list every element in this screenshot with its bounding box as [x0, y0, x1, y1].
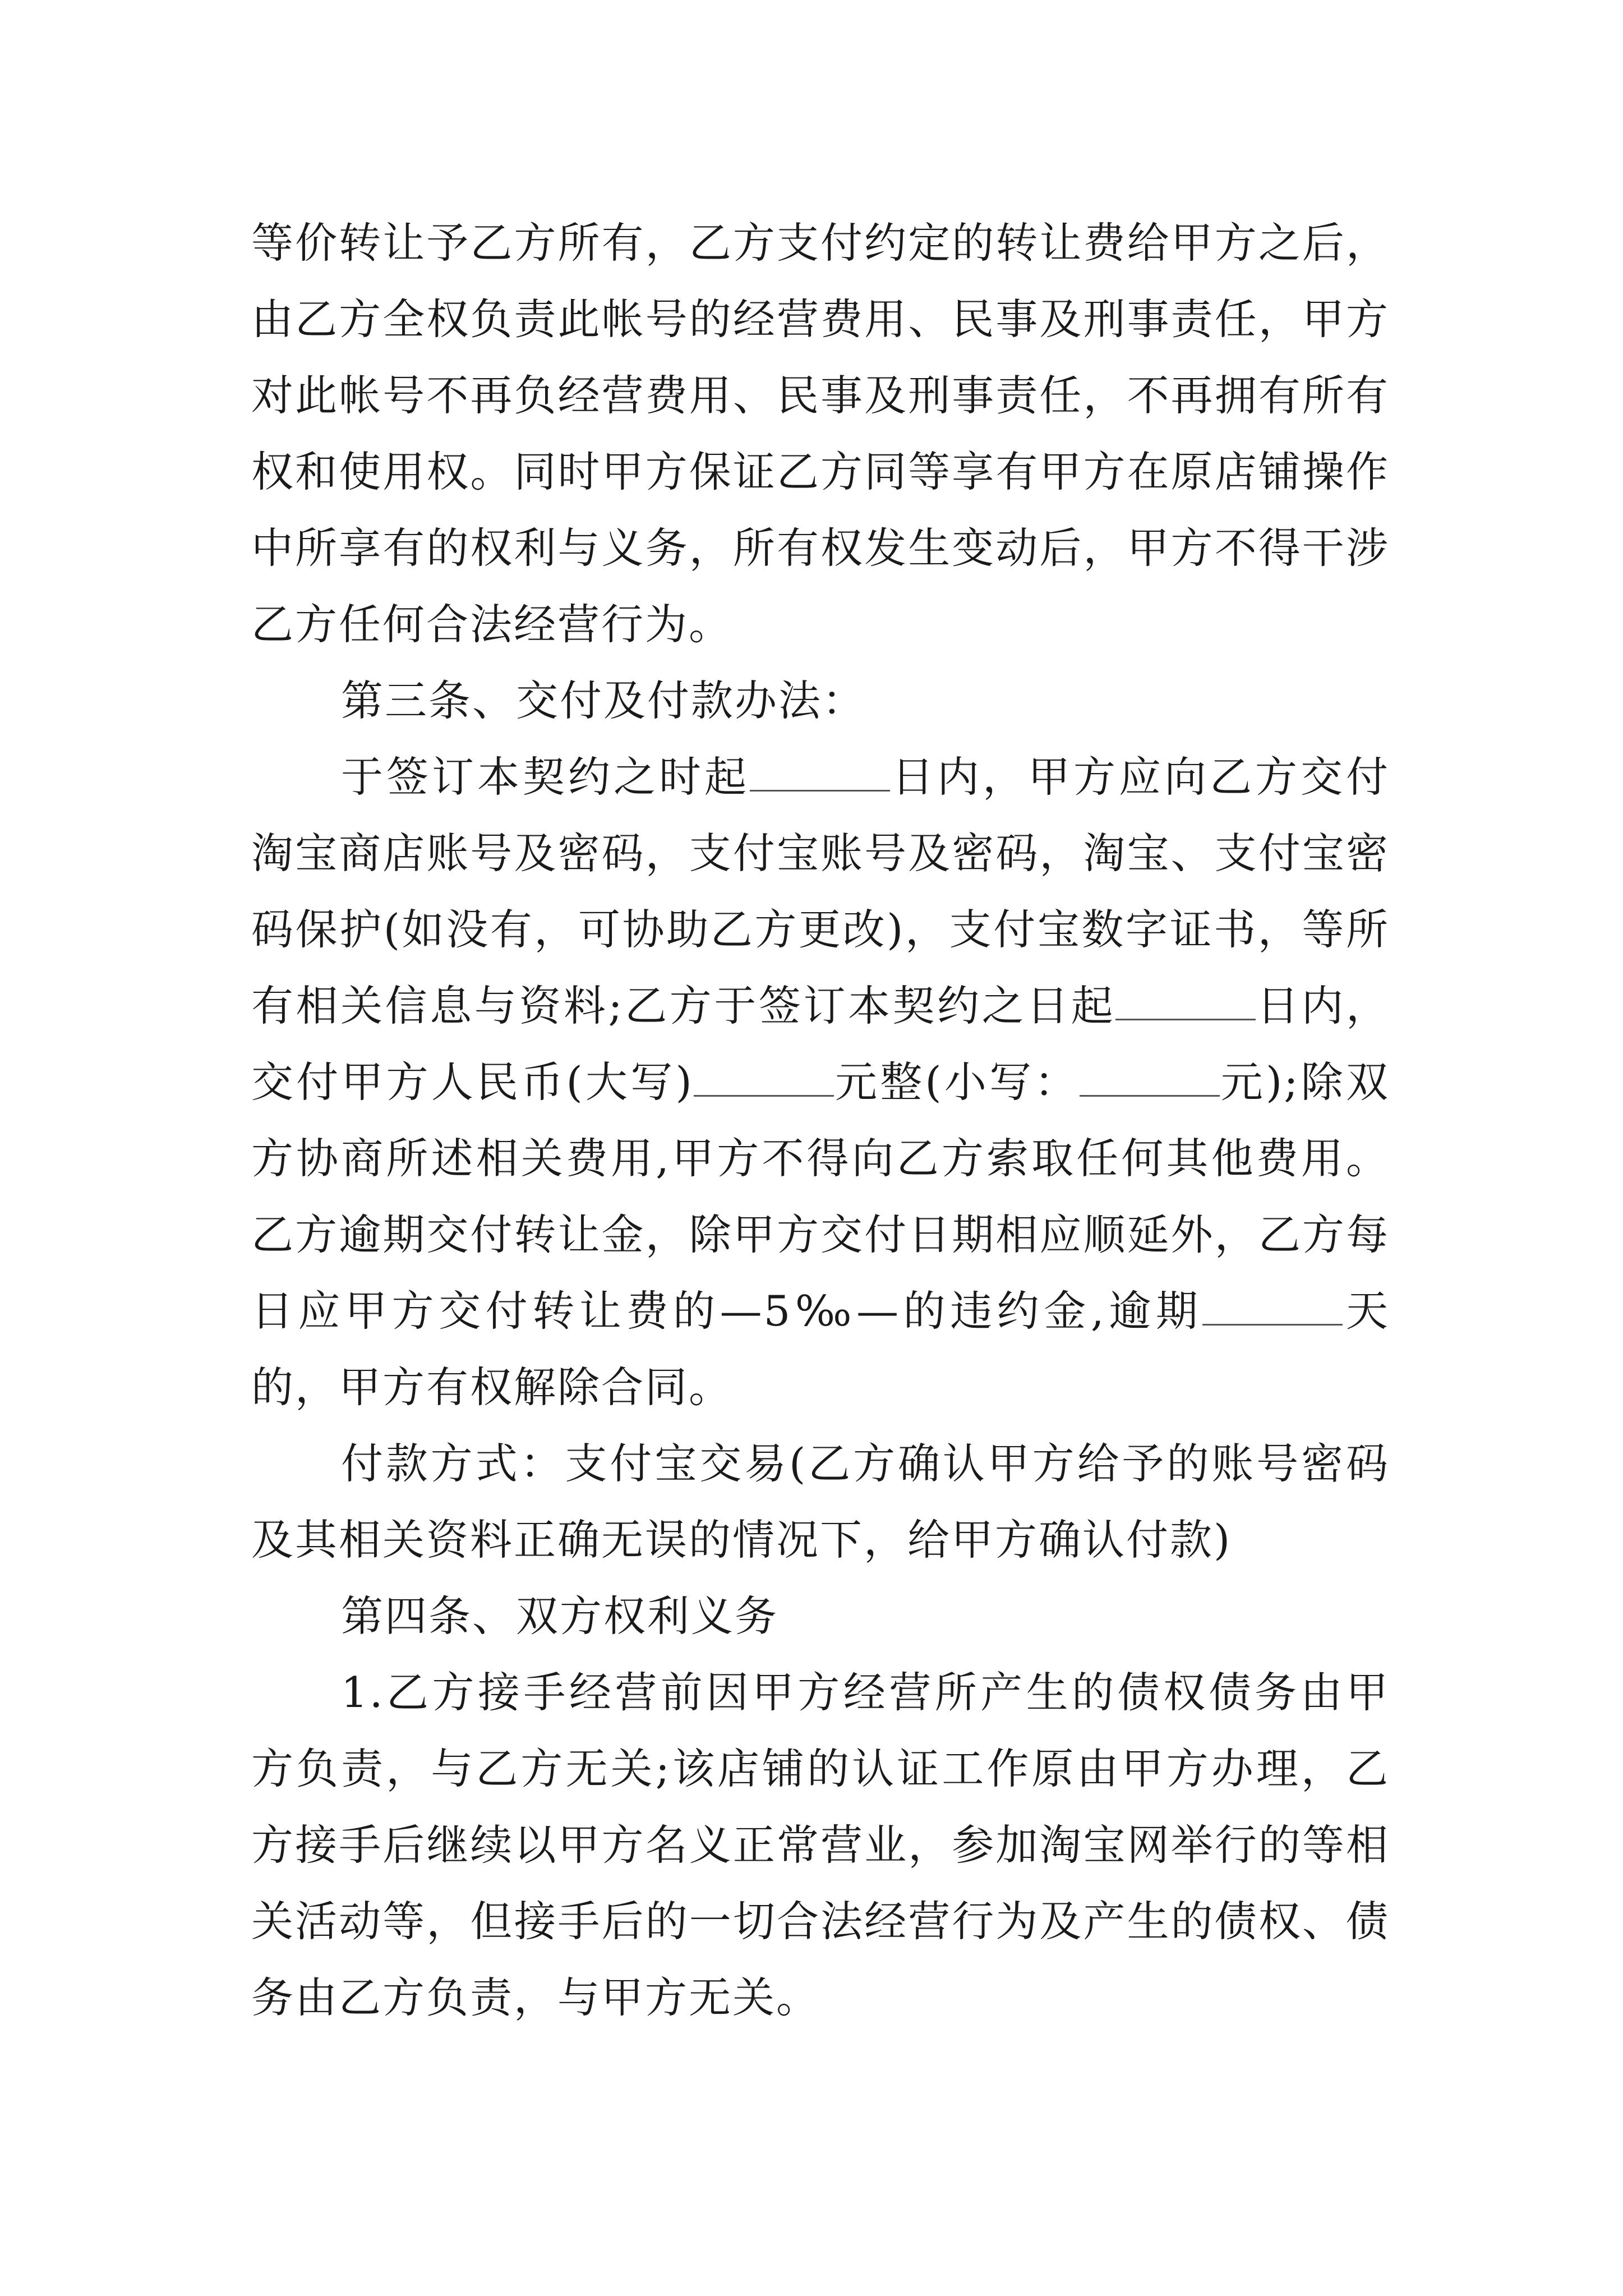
p-article-4-heading	[251, 1578, 1390, 1654]
fill-in-blank	[1115, 985, 1256, 1020]
fill-in-blank	[1202, 1290, 1343, 1326]
p-delivery-terms	[251, 739, 1390, 1425]
paragraph-text: 付款方式：支付宝交易(乙方确认甲方给予的账号密码及其相关资料正确无误的情况下，给甲方确认付款)	[251, 1439, 1390, 1565]
paragraph-text: 日内，甲方应向乙方交付淘宝商店账号及密码，支付宝账号及密码，淘宝、支付宝密码保护(如没有，可协助乙方更改)，支付宝数字证书，等所有相关信息与资料;乙方于签订本契约之日起	[251, 752, 1390, 1030]
paragraph-text: 元);除双方协商所述相关费用,甲方不得向乙方索取任何其他费用。乙方逾期交付转让金，除甲方交付日期相应顺延外，乙方每日应甲方交付转让费的—5‰—的违约金,逾期	[251, 1057, 1390, 1336]
paragraph-text: 日内，交付甲方人民币(大写)	[251, 981, 1390, 1107]
p-article-3-heading	[251, 662, 1390, 739]
paragraph-text: 元整(小写：	[833, 1057, 1080, 1107]
paragraph-text: 第三条、交付及付款办法：	[341, 676, 866, 725]
p-payment-method	[251, 1425, 1390, 1578]
fill-in-blank	[1080, 1061, 1220, 1097]
document-body	[251, 205, 1390, 2036]
paragraph-text: 于签订本契约之时起	[341, 752, 750, 802]
paragraph-text: 等价转让予乙方所有，乙方支付约定的转让费给甲方之后，由乙方全权负责此帐号的经营费用、民事及刑事责任，甲方对此帐号不再负经营费用、民事及刑事责任，不再拥有所有权和使用权。同时甲方保证乙方同等享有甲方在原店铺操作中所享有的权利与义务，所有权发生变动后，甲方不得干涉乙方任何合法经营行为。	[251, 218, 1390, 649]
fill-in-blank	[750, 756, 890, 792]
paragraph-text: 天的，甲方有权解除合同。	[251, 1286, 1390, 1412]
fill-in-blank	[694, 1061, 834, 1097]
p-transfer-continued	[251, 205, 1390, 662]
p-clause-1	[251, 1654, 1390, 2036]
paragraph-text: 第四条、双方权利义务	[341, 1591, 779, 1641]
paragraph-text: 1.乙方接手经营前因甲方经营所产生的债权债务由甲方负责，与乙方无关;该店铺的认证工作原由甲方办理，乙方接手后继续以甲方名义正常营业，参加淘宝网举行的等相关活动等，但接手后的一切合法经营行为及产生的债权、债务由乙方负责，与甲方无关。	[251, 1668, 1390, 2022]
